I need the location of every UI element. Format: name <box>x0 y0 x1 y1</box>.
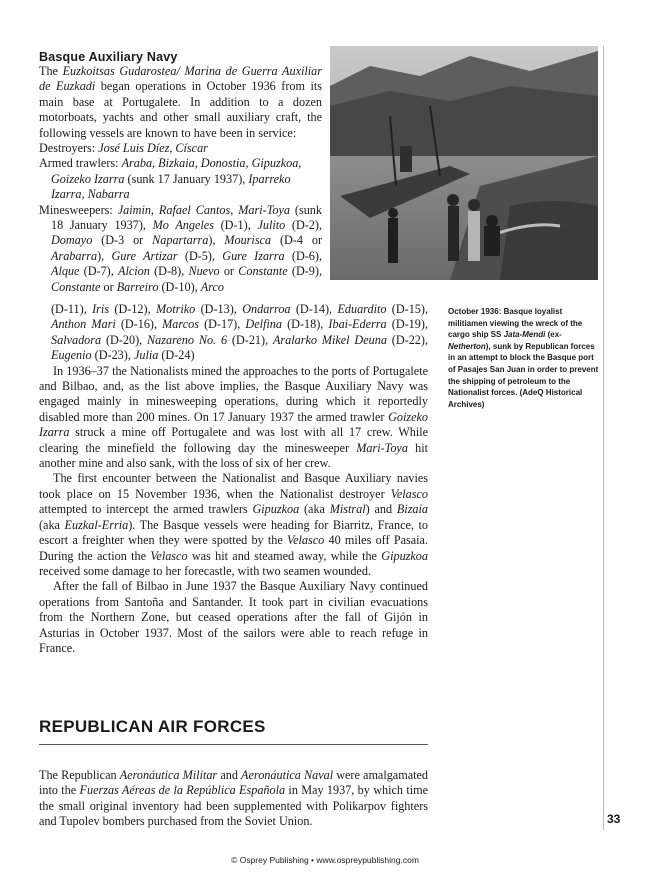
paragraph-first-encounter: The first encounter between the Nationalist and Basque Auxiliary navies took place on 15 November 1936, when the Nationalist destroyer Velasco attempted to intercept the armed trawlers Gipuzkoa (aka Mistral) and Bizaia (aka Euzkal-Erria). The Basque vessels were heading for Biarritz, France, to escort a freighter when they were spotted by the Velasco 40 miles off Pasaia. During the action the Velasco was hit and steamed away, while the Gipuzkoa received some damage to her forecastle, with two seamen wounded. <box>39 471 429 578</box>
air-forces-column <box>39 768 428 830</box>
shipwreck-photo-illustration <box>330 46 598 280</box>
main-column <box>39 302 428 656</box>
shipwreck-photo <box>330 46 598 280</box>
paragraph-mining: In 1936–37 the Nationalists mined the approaches to the ports of Portugalete and Bilbao, and, as the list above implies, the Basque Auxiliary Navy was engaged mainly in minesweeping operations, during which it reportedly disabled more than 200 mines. On 17 January 1937 the armed trawler Goizeko Izarra struck a mine off Portugalete and was lost with all 17 crew. While clearing the minefield the following day the minesweeper Mari-Toya hit another mine and also sank, with the loss of six of her crew. <box>39 363 428 471</box>
air-forces-heading: REPUBLICAN AIR FORCES <box>39 717 266 736</box>
section-heading: Basque Auxiliary Navy <box>39 50 178 64</box>
trawlers-list: Armed trawlers: Araba, Bizkaia, Donostia, Gipuzkoa, Goizeko Izarra (sunk 17 January 1937), Iparreko Izarra, Nabarra <box>39 156 302 202</box>
air-forces-paragraph: The Republican Aeronáutica Militar and Aeronáutica Naval were amalgamated into the Fuerzas Aéreas de la República Española in May 1937, by which time the small original inventory had been supplemented with Polikarpov fighters and Tupolev bombers purchased from the Soviet Union. <box>39 768 428 829</box>
page-number: 33 <box>607 812 621 826</box>
minesweepers-list-start: Minesweepers: Jaimin, Rafael Cantos, Mari-Toya (sunk 18 January 1937), Mo Angeles (D-1), Julito (D-2), Domayo (D-3 or Napartarra), Mourisca (D-4 or Arabarra), Gure Artizar (D-5), Gure Izarra (D-6), Alque (D-7), Alcion (D-8), Nuevo or Constante (D-9), Constante or Barreiro (D-10), Arco <box>39 202 323 294</box>
minesweepers-list-end: (D-11), Iris (D-12), Motriko (D-13), Ondarroa (D-14), Eduardito (D-15), Anthon Mari (D-16), Marcos (D-17), Delfina (D-18), Ibai-Ederra (D-19), Salvadora (D-20), Nazareno No. 6 (D-21), Aralarko Mikel Deuna (D-22), Eugenio (D-23), Julia (D-24) <box>51 302 429 363</box>
paragraph-after-bilbao: After the fall of Bilbao in June 1937 the Basque Auxiliary Navy continued operations from Santoña and Santander. It took part in civilian evacuations from the Northern Zone, but ceased operations after the fall of Gijón in Asturias in October 1937. Most of the sailors were able to reach refuge in France. <box>39 579 428 655</box>
intro-column <box>39 64 322 295</box>
margin-rule <box>603 46 604 830</box>
heading-rule <box>39 744 428 745</box>
page-footer: © Osprey Publishing • www.ospreypublishing.com <box>231 855 419 865</box>
photo-caption: October 1936: Basque loyalist militiamen viewing the wreck of the cargo ship SS Jata-Mendi (ex-Netherton), sunk by Republican forces in an attempt to block the Basque port of Pasajes San Juan in order to prevent the shipping of petroleum to the Nationalist forces. (AdeQ Historical Archives) <box>448 307 599 409</box>
intro-paragraph: The Euzkoitsas Gudarostea/ Marina de Guerra Auxiliar de Euzkadi began operations in October 1936 from its main base at Portugalete. In addition to a dozen motorboats, yachts and other small auxiliary craft, the following vessels are known to have been in service: <box>39 64 322 140</box>
destroyers-list: Destroyers: José Luis Díez, Císcar <box>39 141 208 156</box>
